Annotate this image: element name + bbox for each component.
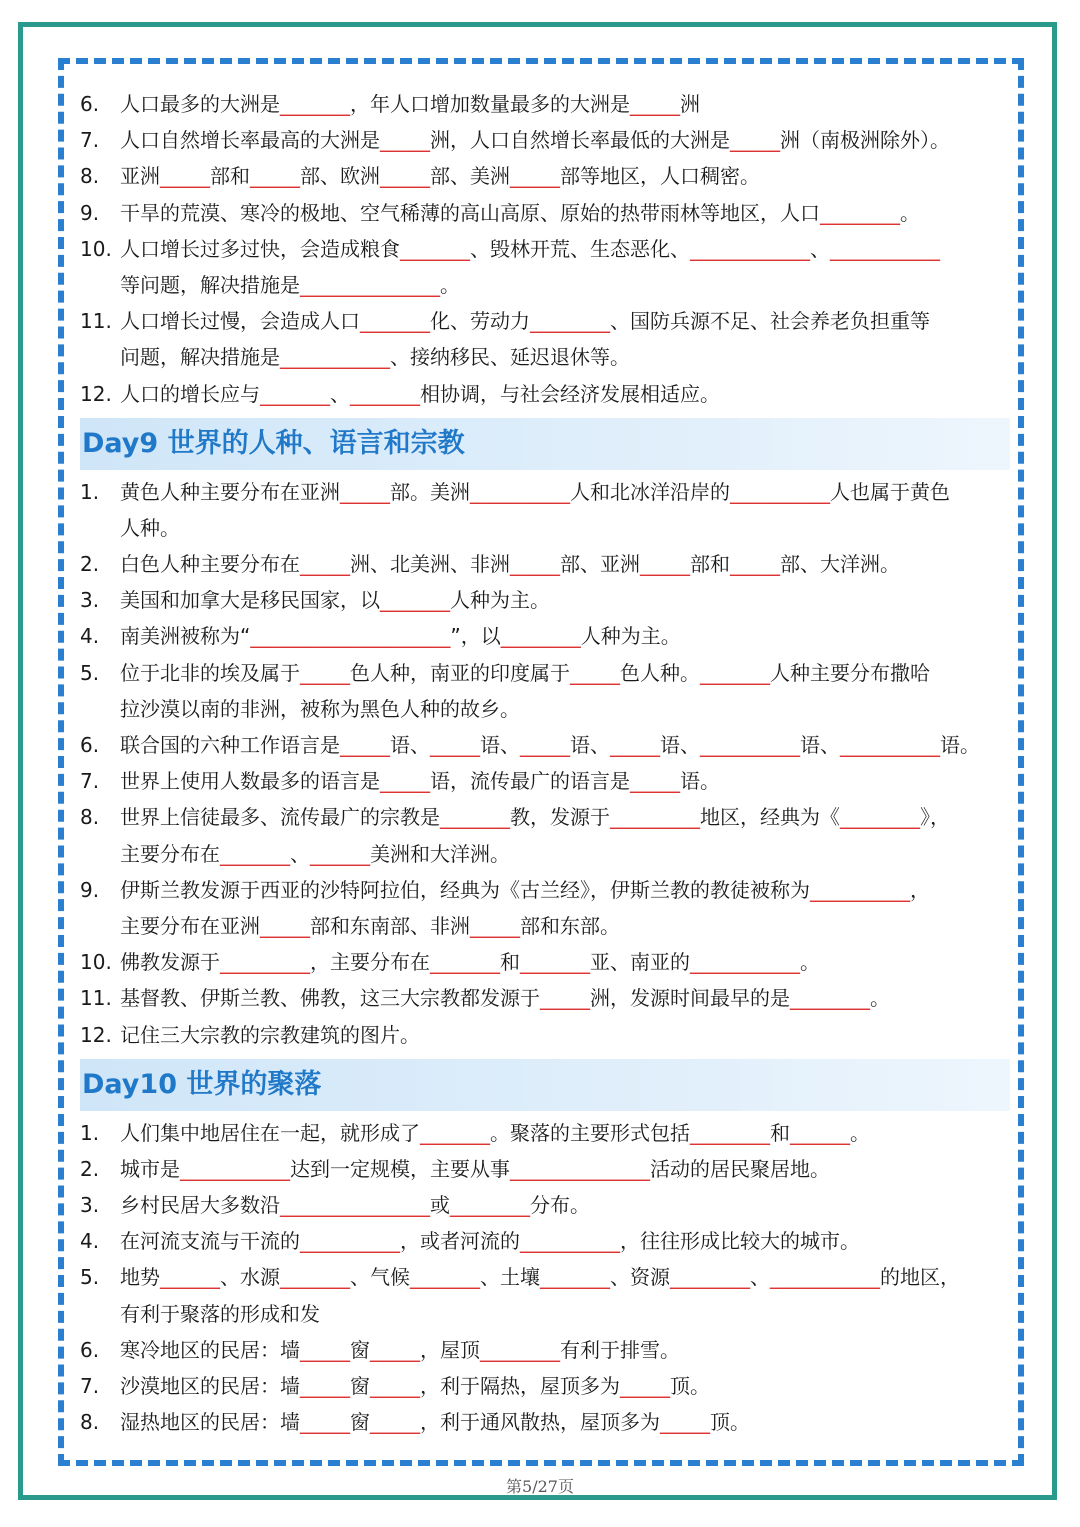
question-text: 人口增长过慢，会造成人口_______化、劳动力________、国防兵源不足、社会养老负担重等 bbox=[120, 309, 930, 334]
question-text: 人口自然增长率最高的大洲是_____洲，人口自然增长率最低的大洲是_____洲（南极洲除外）。 bbox=[120, 128, 950, 153]
question-line bbox=[80, 1404, 1010, 1440]
question-text: 在河流支流与干流的__________，或者河流的__________，往往形成比较大的城市。 bbox=[120, 1229, 860, 1254]
section-population bbox=[80, 86, 1010, 412]
section-title: Day10 世界的聚落 bbox=[82, 1068, 322, 1100]
question-number: 12. bbox=[80, 381, 112, 406]
question-text: 黄色人种主要分布在亚洲_____部。美洲__________人和北冰洋沿岸的__________人也属于黄色 bbox=[120, 479, 950, 504]
question-text: 人们集中地居住在一起，就形成了_______。聚落的主要形式包括________和______。 bbox=[120, 1120, 870, 1145]
question-line bbox=[80, 195, 1010, 231]
question-line bbox=[80, 376, 1010, 412]
question-number: 3. bbox=[80, 1193, 100, 1218]
question-number: 5. bbox=[80, 660, 100, 685]
question-text: 伊斯兰教发源于西亚的沙特阿拉伯，经典为《古兰经》，伊斯兰教的教徒被称为__________， bbox=[120, 877, 930, 902]
worksheet-content bbox=[80, 86, 1010, 1440]
question-text: 主要分布在_______、______美洲和大洋洲。 bbox=[120, 841, 510, 866]
section-race-language-religion bbox=[80, 474, 1010, 1053]
question-number: 7. bbox=[80, 128, 100, 153]
question-line bbox=[80, 1115, 1010, 1151]
question-line bbox=[80, 727, 1010, 763]
question-text: 等问题，解决措施是______________。 bbox=[120, 272, 460, 297]
question-number: 8. bbox=[80, 164, 100, 189]
page-number: 第5/27页 bbox=[506, 1477, 574, 1496]
question-text: 人口最多的大洲是_______，年人口增加数量最多的大洲是_____洲 bbox=[120, 92, 700, 116]
question-line bbox=[80, 655, 1010, 691]
question-line bbox=[80, 691, 1010, 727]
question-line bbox=[80, 303, 1010, 339]
question-line bbox=[80, 510, 1010, 546]
question-number: 6. bbox=[80, 92, 100, 116]
question-line bbox=[80, 1187, 1010, 1223]
question-text: 城市是___________达到一定规模，主要从事______________活动的居民聚居地。 bbox=[120, 1156, 830, 1181]
section-heading-day9 bbox=[80, 418, 1010, 470]
question-text: 基督教、伊斯兰教、佛教，这三大宗教都发源于_____洲，发源时间最早的是________。 bbox=[120, 986, 890, 1011]
question-text: 世界上信徒最多、流传最广的宗教是_______教，发源于_________地区，经典为《________》， bbox=[120, 805, 950, 830]
question-text: 佛教发源于_________，主要分布在_______和_______亚、南亚的___________。 bbox=[120, 950, 820, 975]
question-text: 沙漠地区的民居：墙_____窗_____，利于隔热，屋顶多为_____顶。 bbox=[120, 1374, 710, 1398]
question-text: 联合国的六种工作语言是_____语、_____语、_____语、_____语、__________语、__________语。 bbox=[120, 733, 980, 757]
question-text: 人口的增长应与_______、_______相协调，与社会经济发展相适应。 bbox=[120, 381, 720, 406]
question-line bbox=[80, 86, 1010, 122]
question-text: 湿热地区的民居：墙_____窗_____，利于通风散热，屋顶多为_____顶。 bbox=[120, 1410, 750, 1435]
question-number: 4. bbox=[80, 1229, 100, 1254]
question-line bbox=[80, 267, 1010, 303]
question-text: 亚洲_____部和_____部、欧洲_____部、美洲_____部等地区，人口稠密。 bbox=[120, 164, 760, 189]
question-line bbox=[80, 158, 1010, 194]
question-line bbox=[80, 474, 1010, 510]
question-text: 记住三大宗教的宗教建筑的图片。 bbox=[120, 1022, 420, 1047]
question-line bbox=[80, 944, 1010, 980]
question-text: 人口增长过多过快，会造成粮食_______、毁林开荒、生态恶化、____________、___________ bbox=[120, 236, 940, 261]
question-line bbox=[80, 1259, 1010, 1295]
question-number: 7. bbox=[80, 1374, 100, 1398]
question-line bbox=[80, 763, 1010, 799]
question-line bbox=[80, 908, 1010, 944]
question-number: 2. bbox=[80, 552, 100, 577]
question-text: 位于北非的埃及属于_____色人种，南亚的印度属于_____色人种。_______人种主要分布撒哈 bbox=[120, 660, 930, 685]
question-line bbox=[80, 1151, 1010, 1187]
question-text: 有利于聚落的形成和发 bbox=[120, 1301, 320, 1326]
question-text: 美国和加拿大是移民国家，以_______人种为主。 bbox=[120, 588, 550, 613]
question-number: 2. bbox=[80, 1156, 100, 1181]
question-line bbox=[80, 980, 1010, 1016]
question-number: 9. bbox=[80, 877, 100, 902]
question-text: 寒冷地区的民居：墙_____窗_____，屋顶________有利于排雪。 bbox=[120, 1337, 680, 1362]
question-number: 9. bbox=[80, 200, 100, 225]
section-title: Day9 世界的人种、语言和宗教 bbox=[82, 427, 465, 459]
question-number: 12. bbox=[80, 1022, 112, 1047]
question-text: 世界上使用人数最多的语言是_____语，流传最广的语言是_____语。 bbox=[120, 769, 720, 794]
question-line bbox=[80, 872, 1010, 908]
question-number: 1. bbox=[80, 479, 100, 504]
question-line bbox=[80, 231, 1010, 267]
question-number: 10. bbox=[80, 236, 112, 261]
question-number: 10. bbox=[80, 950, 112, 975]
question-text: 问题，解决措施是___________、接纳移民、延迟退休等。 bbox=[120, 345, 630, 370]
question-line bbox=[80, 618, 1010, 654]
question-text: 南美洲被称为“____________________”，以________人种为主。 bbox=[120, 624, 681, 649]
question-text: 主要分布在亚洲_____部和东南部、非洲_____部和东部。 bbox=[120, 913, 620, 938]
question-text: 人种。 bbox=[120, 515, 180, 540]
question-text: 白色人种主要分布在_____洲、北美洲、非洲_____部、亚洲_____部和_____部、大洋洲。 bbox=[120, 552, 900, 577]
question-number: 8. bbox=[80, 1410, 100, 1435]
question-line bbox=[80, 799, 1010, 835]
question-number: 6. bbox=[80, 1337, 100, 1362]
question-line bbox=[80, 1368, 1010, 1404]
question-number: 11. bbox=[80, 309, 112, 334]
question-line bbox=[80, 122, 1010, 158]
question-line bbox=[80, 1332, 1010, 1368]
question-number: 8. bbox=[80, 805, 100, 830]
question-number: 5. bbox=[80, 1265, 100, 1290]
question-line bbox=[80, 546, 1010, 582]
question-line bbox=[80, 1296, 1010, 1332]
question-text: 干旱的荒漠、寒冷的极地、空气稀薄的高山高原、原始的热带雨林等地区，人口________。 bbox=[120, 200, 920, 225]
question-line bbox=[80, 339, 1010, 375]
question-text: 乡村民居大多数沿_______________或________分布。 bbox=[120, 1193, 590, 1218]
question-number: 1. bbox=[80, 1120, 100, 1145]
question-number: 6. bbox=[80, 733, 100, 757]
question-text: 地势______、水源_______、气候_______、土壤_______、资源________、___________的地区， bbox=[120, 1265, 960, 1290]
question-text: 拉沙漠以南的非洲，被称为黑色人种的故乡。 bbox=[120, 696, 520, 721]
question-line bbox=[80, 836, 1010, 872]
section-settlements bbox=[80, 1115, 1010, 1441]
question-number: 4. bbox=[80, 624, 100, 649]
question-line bbox=[80, 1223, 1010, 1259]
section-heading-day10 bbox=[80, 1059, 1010, 1111]
question-number: 7. bbox=[80, 769, 100, 794]
question-number: 3. bbox=[80, 588, 100, 613]
question-number: 11. bbox=[80, 986, 112, 1011]
question-line bbox=[80, 1017, 1010, 1053]
question-line bbox=[80, 582, 1010, 618]
